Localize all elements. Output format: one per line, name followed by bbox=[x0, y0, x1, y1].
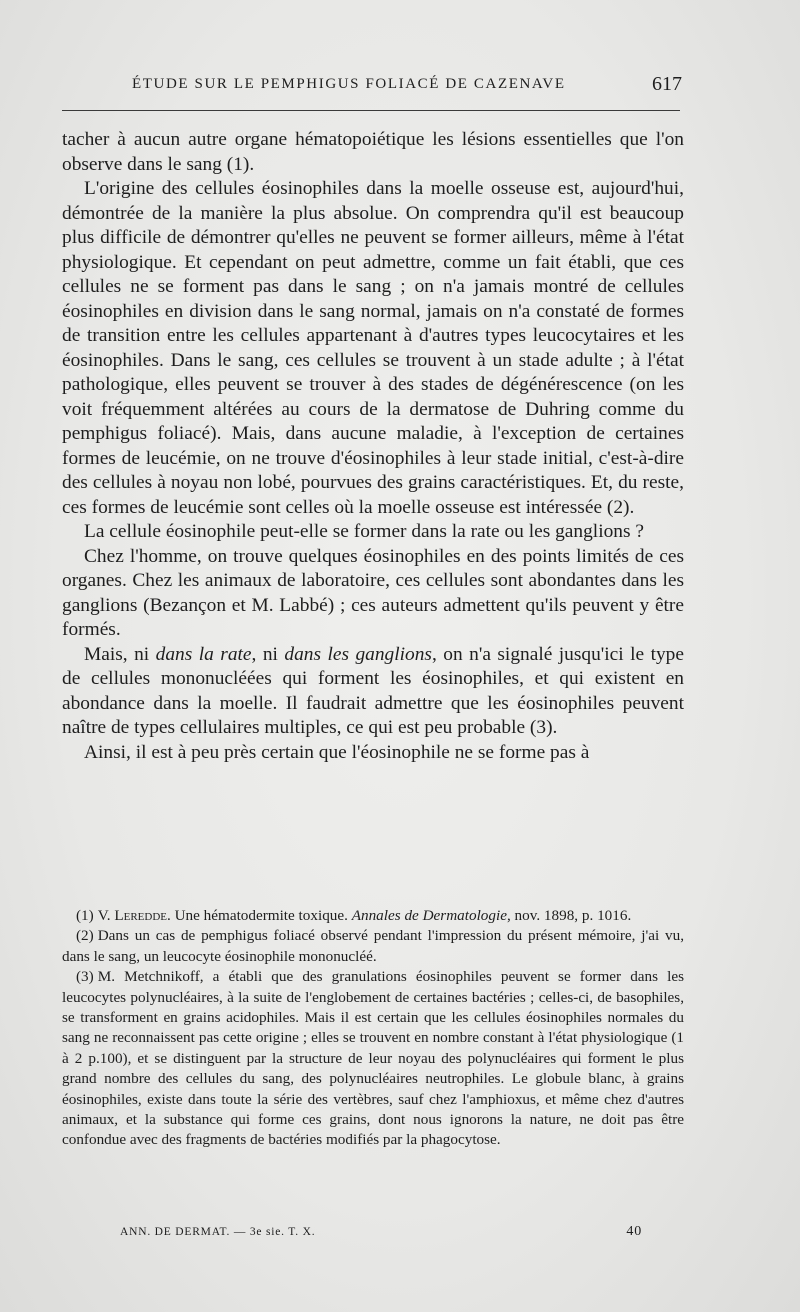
footnote-1-number: (1) bbox=[76, 907, 94, 924]
footnote-1-journal: Annales de Dermatologie bbox=[351, 907, 507, 924]
paragraph-5 bbox=[62, 643, 684, 741]
footnote-1-author: V. Leredde. bbox=[97, 907, 171, 924]
footnote-3-text: M. Metchnikoff, a établi que des granulations éosinophiles peuvent se former dans les leucocytes polynucléaires, à la suite de l'englobement de certaines bactéries ; celles-ci, de basophiles, se transforment en grains acidophiles. Mais il est certain que les cellules éosinophiles normales du sang ne reconnaissent pas cette origine ; elles se trouvent en nombre constant à l'état physiologique (1 à 2 p.100), et se distinguent par la structure de leur noyau des polynucléaires qui forment le plus grand nombre des cellules du sang, des polynucléaires neutrophiles. Le globule blanc, à grains éosinophiles, existe dans toute la série des vertèbres, sauf chez l'amphioxus, et même chez d'autres animaux, et la substance qui forme ces grains, dont nous ignorons la nature, ne doit pas être confondue avec des fragments de bactéries modifiés par la phagocytose. bbox=[62, 968, 684, 1149]
footnote-2-text: Dans un cas de pemphigus foliacé observé pendant l'impression du présent mémoire, j'ai vu, dans le sang, un leucocyte éosinophile mononucléé. bbox=[62, 927, 684, 965]
footer-signature: ANN. DE DERMAT. — 3e sie. T. X. bbox=[120, 1226, 316, 1238]
paragraph-6: Ainsi, il est à peu près certain que l'éosinophile ne se forme pas à bbox=[84, 741, 590, 763]
paragraph-5-middle: , ni bbox=[251, 643, 285, 665]
page-header bbox=[62, 73, 682, 100]
body-text bbox=[62, 128, 684, 765]
paragraph-1: tacher à aucun autre organe hématopoiétique les lésions essentielles que l'on observe dans le sang (1). bbox=[62, 129, 684, 175]
paragraph-5-end: , on n'a signalé jusqu'ici le type de cellules mononucléées qui forment les éosinophiles, et qui existent en abondance dans la moelle. Il faudrait admettre que les éosinophiles peuvent naître de types cellulaires multiples, ce qui est peu probable (3). bbox=[62, 643, 684, 738]
paragraph-4: Chez l'homme, on trouve quelques éosinophiles en des points limités de ces organes. Chez les animaux de laboratoire, ces cellules sont abondantes dans les ganglions (Bezançon et M. Labbé) ; ces auteurs admettent qu'ils peuvent y être formés. bbox=[62, 545, 684, 640]
page-number: 617 bbox=[652, 73, 682, 95]
footnote-1 bbox=[62, 906, 684, 926]
paragraph-5-start: Mais, ni bbox=[84, 643, 156, 665]
paragraph-2: L'origine des cellules éosinophiles dans la moelle osseuse est, aujourd'hui, démontrée de la manière la plus absolue. On comprendra qu'il est beaucoup plus difficile de démontrer qu'elles ne peuvent se former ailleurs, même à l'état physiologique. Et cependant on peut admettre, comme un fait établi, que ces cellules ne se forment pas dans le sang ; on n'a jamais montré de cellules éosinophiles en division dans le sang normal, jamais on n'a constaté de formes de transition entre les cellules appartenant à d'autres types leucocytaires et les éosinophiles. Dans le sang, ces cellules se trouvent à un stade adulte ; à l'état pathologique, elles peuvent se trouver à des stades de dégénérescence (on les voit fréquemment altérées au cours de la dermatose de Duhring comme du pemphigus foliacé). Mais, dans aucune maladie, à l'exception de certaines formes de leucémie, on ne trouve d'éosinophiles à leur stade initial, c'est-à-dire des cellules à noyau non lobé, pourvues des grains caractéristiques. Et, du reste, ces formes de leucémie sont celles où la moelle osseuse est intéressée (2). bbox=[62, 178, 684, 518]
page-footer bbox=[62, 1226, 682, 1246]
footnote-2-number: (2) bbox=[76, 927, 94, 945]
footnote-1-tail: , nov. 1898, p. 1016. bbox=[506, 907, 632, 924]
footnote-3 bbox=[62, 967, 684, 1151]
paragraph-5-emphasis-rate: dans la rate bbox=[155, 643, 252, 665]
footnotes bbox=[62, 906, 684, 1151]
footer-sheet-number: 40 bbox=[626, 1224, 642, 1239]
footnote-3-number: (3) bbox=[76, 968, 94, 986]
footnote-1-text: Une hématodermite toxique. bbox=[170, 907, 352, 924]
header-rule bbox=[62, 110, 680, 111]
running-title: ÉTUDE SUR LE PEMPHIGUS FOLIACÉ DE CAZENAVE bbox=[132, 76, 566, 92]
paragraph-5-emphasis-ganglions: dans les ganglions bbox=[284, 643, 432, 665]
footnote-2 bbox=[62, 926, 684, 967]
paragraph-3: La cellule éosinophile peut-elle se former dans la rate ou les ganglions ? bbox=[84, 521, 644, 542]
